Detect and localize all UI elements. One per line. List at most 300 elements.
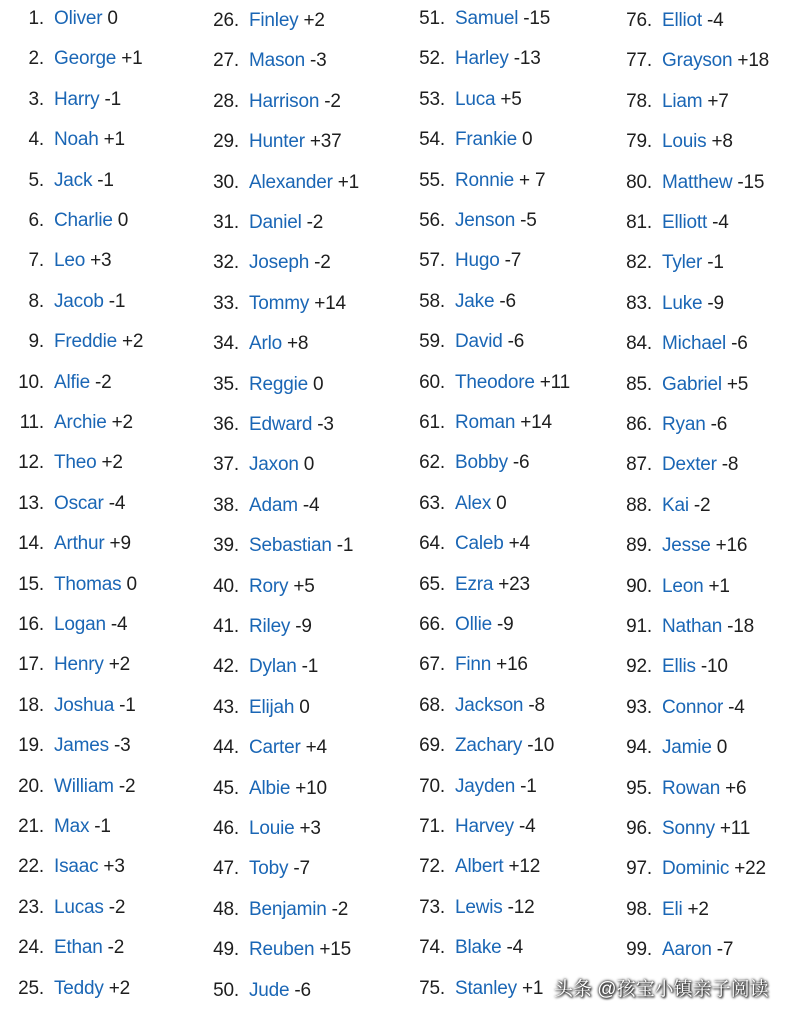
name-entry <box>200 897 348 923</box>
baby-name: Nathan <box>662 616 723 637</box>
rank-number: 39. <box>213 535 239 557</box>
rank-change: -8 <box>528 694 545 716</box>
name-entry <box>0 87 121 113</box>
baby-name: Ezra <box>455 573 494 595</box>
name-entry <box>408 854 540 880</box>
name-entry <box>0 168 114 194</box>
baby-name: George <box>54 48 117 70</box>
name-entry <box>618 816 750 842</box>
baby-name: Jenson <box>455 210 516 231</box>
baby-name: Mason <box>249 50 306 72</box>
rank-change: +1 <box>521 977 544 999</box>
rank-change: +5 <box>293 575 315 597</box>
name-entry <box>200 170 359 196</box>
rank-change: +1 <box>337 171 360 193</box>
baby-name: Albert <box>455 856 504 878</box>
name-entry <box>618 493 710 519</box>
rank-change: +1 <box>103 129 125 151</box>
name-entry <box>0 693 136 719</box>
rank-change: +3 <box>299 818 321 839</box>
rank-change: 0 <box>303 454 315 476</box>
baby-name: Jaxon <box>249 454 299 476</box>
rank-number: 76. <box>626 10 652 31</box>
name-entry <box>618 452 738 478</box>
rank-change: +8 <box>711 131 733 153</box>
name-entry <box>200 493 319 519</box>
name-entry <box>0 572 137 598</box>
rank-number: 87. <box>626 454 652 476</box>
baby-name: William <box>54 775 114 797</box>
name-entry <box>618 695 745 721</box>
rank-number: 10. <box>18 371 44 393</box>
baby-name: Luke <box>662 292 703 314</box>
rank-change: -2 <box>306 212 324 233</box>
baby-name: Adam <box>249 494 298 516</box>
rank-number: 46. <box>213 818 239 839</box>
rank-change: -1 <box>108 290 126 312</box>
baby-name: Ollie <box>455 614 493 635</box>
rank-number: 22. <box>18 856 44 878</box>
rank-change: -2 <box>118 775 136 797</box>
name-entry <box>200 89 341 115</box>
baby-name: Riley <box>249 616 291 637</box>
name-entry <box>0 652 130 678</box>
baby-name: James <box>54 735 109 757</box>
rank-number: 11. <box>19 412 44 433</box>
baby-name: Samuel <box>455 8 519 29</box>
name-entry <box>0 6 118 32</box>
name-entry <box>408 976 543 1002</box>
rank-change: + 7 <box>519 169 546 191</box>
rank-change: 0 <box>496 492 507 514</box>
baby-name: Freddie <box>54 331 118 353</box>
name-entry <box>0 410 133 436</box>
name-entry <box>0 935 124 961</box>
rank-change: +4 <box>305 737 327 759</box>
name-entry <box>0 289 125 315</box>
rank-number: 19. <box>18 735 44 757</box>
baby-name: Rowan <box>662 777 721 799</box>
rank-change: +14 <box>314 292 346 314</box>
rank-number: 92. <box>626 656 652 678</box>
rank-number: 61. <box>419 412 445 433</box>
rank-number: 7. <box>28 250 44 272</box>
baby-name: Jesse <box>662 535 711 557</box>
rank-number: 2. <box>28 48 44 70</box>
name-entry <box>408 895 534 921</box>
rank-change: -9 <box>295 616 312 637</box>
name-entry <box>408 46 541 72</box>
rank-change: -4 <box>108 492 126 514</box>
rank-change: 0 <box>299 696 310 718</box>
rank-number: 65. <box>419 573 445 595</box>
rank-number: 50. <box>213 979 239 1001</box>
rank-change: +22 <box>734 858 766 880</box>
rank-number: 45. <box>213 777 239 799</box>
baby-name: Jake <box>455 290 495 312</box>
name-entry <box>618 291 724 317</box>
name-entry <box>200 735 327 761</box>
rank-number: 68. <box>419 694 445 716</box>
name-entry <box>0 127 125 153</box>
baby-name: Caleb <box>455 533 504 555</box>
rank-number: 63. <box>419 492 445 514</box>
name-entry <box>408 935 523 961</box>
rank-change: +18 <box>737 50 770 72</box>
rank-change: -4 <box>518 816 536 837</box>
name-entry <box>408 168 545 194</box>
rank-number: 48. <box>213 898 239 920</box>
rank-number: 35. <box>213 373 239 395</box>
baby-name: Finley <box>249 10 299 31</box>
rank-change: +3 <box>90 250 112 272</box>
name-entry <box>618 210 729 236</box>
name-entry <box>408 612 514 638</box>
name-entry <box>200 978 311 1004</box>
name-entry <box>408 410 552 436</box>
rank-change: -4 <box>506 937 524 959</box>
name-entry <box>618 250 724 276</box>
name-entry <box>618 170 764 196</box>
baby-name: Dominic <box>662 858 730 880</box>
rank-number: 86. <box>626 414 652 435</box>
baby-name: Tyler <box>662 252 703 274</box>
baby-name: Leo <box>54 250 86 272</box>
rank-change: 0 <box>521 129 533 151</box>
baby-name: Jacob <box>54 290 104 312</box>
baby-name: Max <box>54 816 90 837</box>
baby-name: Joshua <box>54 694 115 716</box>
rank-number: 97. <box>626 858 652 880</box>
baby-name: Jack <box>54 169 93 191</box>
baby-name: Zachary <box>455 735 523 757</box>
rank-change: -1 <box>94 816 111 837</box>
rank-change: -7 <box>504 250 522 272</box>
baby-name: Elliot <box>662 10 702 31</box>
name-entry <box>0 895 125 921</box>
rank-change: -15 <box>523 8 551 29</box>
baby-name: Joseph <box>249 252 310 274</box>
baby-name: Luca <box>455 88 496 110</box>
name-entry <box>618 8 723 34</box>
rank-change: +5 <box>726 373 749 395</box>
name-entry <box>200 695 310 721</box>
rank-change: +1 <box>121 48 143 70</box>
baby-name: Edward <box>249 414 313 435</box>
baby-name: Lucas <box>54 896 104 918</box>
baby-name: Alfie <box>54 371 90 393</box>
baby-name: Thomas <box>54 573 122 595</box>
baby-name: Ronnie <box>455 169 515 191</box>
rank-number: 17. <box>18 654 44 676</box>
baby-name: Teddy <box>54 977 104 999</box>
name-entry <box>0 774 135 800</box>
rank-number: 81. <box>626 212 652 233</box>
rank-number: 20. <box>18 775 44 797</box>
name-entry <box>200 816 321 842</box>
name-entry <box>618 937 733 963</box>
rank-change: +16 <box>715 535 748 557</box>
baby-name: Harry <box>54 88 100 110</box>
name-entry <box>200 250 331 276</box>
rank-number: 90. <box>626 575 652 597</box>
rank-number: 69. <box>419 735 445 757</box>
rank-number: 77. <box>626 50 652 72</box>
baby-name: Noah <box>54 129 99 151</box>
rank-change: +2 <box>303 10 325 31</box>
rank-change: +7 <box>707 90 729 112</box>
rank-number: 93. <box>626 696 652 718</box>
rank-change: -9 <box>497 614 514 635</box>
baby-name: Matthew <box>662 171 733 193</box>
baby-name: Louie <box>249 818 295 839</box>
rank-number: 73. <box>419 896 445 918</box>
name-entry <box>618 735 727 761</box>
rank-number: 56. <box>419 210 445 231</box>
rank-number: 30. <box>213 171 239 193</box>
name-entry <box>0 976 130 1002</box>
rank-change: -6 <box>507 331 525 353</box>
baby-name: Jude <box>249 979 290 1001</box>
baby-name: Sebastian <box>249 535 332 557</box>
baby-name: Reuben <box>249 939 315 961</box>
name-entry <box>200 48 327 74</box>
rank-number: 96. <box>626 818 652 839</box>
rank-number: 38. <box>213 494 239 516</box>
rank-number: 78. <box>626 90 652 112</box>
name-entry <box>618 654 728 680</box>
baby-name: Michael <box>662 333 727 355</box>
rank-change: -2 <box>324 90 341 112</box>
rank-number: 3. <box>28 88 44 110</box>
rank-number: 70. <box>419 775 445 797</box>
rank-change: -4 <box>728 696 745 718</box>
rank-change: +8 <box>287 333 309 355</box>
name-entry <box>200 574 315 600</box>
baby-name: Gabriel <box>662 373 722 395</box>
rank-number: 95. <box>626 777 652 799</box>
baby-name: Isaac <box>54 856 99 878</box>
rank-number: 98. <box>626 898 652 920</box>
name-entry <box>408 652 528 678</box>
rank-number: 4. <box>28 129 44 151</box>
rank-number: 99. <box>626 939 652 961</box>
name-entry <box>408 87 522 113</box>
name-entry <box>200 372 323 398</box>
rank-change: -2 <box>108 896 126 918</box>
name-entry <box>408 370 570 396</box>
baby-name: Daniel <box>249 212 302 233</box>
rank-change: 0 <box>313 373 324 395</box>
rank-number: 42. <box>213 656 239 678</box>
rank-number: 67. <box>419 654 445 676</box>
rank-change: -3 <box>310 50 327 72</box>
rank-change: +23 <box>498 573 530 595</box>
rank-change: -4 <box>110 614 128 635</box>
baby-name: Elijah <box>249 696 295 718</box>
name-entry <box>200 654 318 680</box>
rank-change: 0 <box>716 737 728 759</box>
rank-number: 14. <box>18 533 44 555</box>
name-entry <box>408 248 521 274</box>
rank-number: 40. <box>213 575 239 597</box>
baby-name: Bobby <box>455 452 508 474</box>
rank-change: -6 <box>512 452 530 474</box>
baby-name: Alex <box>455 492 492 514</box>
rank-change: +1 <box>708 575 730 597</box>
baby-name: Eli <box>662 898 683 920</box>
rank-change: +9 <box>109 533 131 555</box>
rank-number: 58. <box>419 290 445 312</box>
rank-number: 31. <box>213 212 239 233</box>
rank-change: -2 <box>94 371 112 393</box>
rank-number: 91. <box>626 616 652 637</box>
name-entry <box>408 491 507 517</box>
baby-name: Arlo <box>249 333 282 355</box>
baby-name: Blake <box>455 937 502 959</box>
baby-name: Logan <box>54 614 106 635</box>
name-entry <box>618 331 748 357</box>
name-entry <box>200 937 351 963</box>
name-entry <box>0 370 111 396</box>
baby-name: Stanley <box>455 977 517 999</box>
rank-change: +6 <box>725 777 747 799</box>
name-entry <box>618 372 748 398</box>
rank-number: 21. <box>18 816 44 837</box>
rank-change: +15 <box>319 939 351 961</box>
baby-name: Elliott <box>662 212 708 233</box>
name-entry <box>200 8 325 34</box>
baby-name: Harley <box>455 48 509 70</box>
rank-change: -18 <box>727 616 754 637</box>
name-entry <box>618 89 729 115</box>
baby-name: Benjamin <box>249 898 327 920</box>
rank-number: 79. <box>626 131 652 153</box>
rank-change: -1 <box>119 694 136 716</box>
rank-change: -10 <box>700 656 728 678</box>
rank-number: 74. <box>419 937 445 959</box>
rank-change: -1 <box>104 88 121 110</box>
name-entry <box>408 733 554 759</box>
rank-change: +4 <box>508 533 530 555</box>
rank-number: 29. <box>213 131 239 153</box>
baby-name: Connor <box>662 696 724 718</box>
name-entry <box>0 491 125 517</box>
name-entry <box>200 129 341 155</box>
rank-change: +2 <box>122 331 144 353</box>
rank-change: +14 <box>520 412 552 433</box>
rank-number: 49. <box>213 939 239 961</box>
rank-number: 75. <box>419 977 445 999</box>
rank-change: -9 <box>707 292 724 314</box>
rank-number: 33. <box>213 292 239 314</box>
baby-name: Archie <box>54 412 107 433</box>
baby-name: Charlie <box>54 210 113 231</box>
rank-change: +2 <box>101 452 123 474</box>
baby-name: Ellis <box>662 656 696 678</box>
name-entry <box>200 210 323 236</box>
baby-name: Lewis <box>455 896 503 918</box>
rank-change: +2 <box>111 412 133 433</box>
rank-change: 0 <box>126 573 137 595</box>
rank-change: -7 <box>293 858 310 880</box>
name-entry <box>0 854 125 880</box>
rank-change: +11 <box>539 371 570 393</box>
name-entry <box>0 329 143 355</box>
baby-name: Ryan <box>662 414 706 435</box>
name-entry <box>0 814 111 840</box>
name-entry <box>408 329 524 355</box>
baby-name: Hunter <box>249 131 305 153</box>
rank-number: 47. <box>213 858 239 880</box>
rank-change: -1 <box>97 169 114 191</box>
rank-change: -13 <box>513 48 541 70</box>
name-entry <box>618 776 746 802</box>
rank-number: 24. <box>18 937 44 959</box>
rank-number: 32. <box>213 252 239 274</box>
rank-change: +12 <box>508 856 541 878</box>
baby-name: Sonny <box>662 818 715 839</box>
baby-name: Louis <box>662 131 707 153</box>
name-entry <box>618 48 769 74</box>
rank-number: 71. <box>419 816 445 837</box>
name-entry <box>0 46 142 72</box>
rank-number: 41. <box>213 616 239 637</box>
rank-change: -2 <box>314 252 331 274</box>
baby-name: Aaron <box>662 939 712 961</box>
baby-name: Jayden <box>455 775 516 797</box>
name-entry <box>0 733 130 759</box>
rank-number: 52. <box>419 48 445 70</box>
rank-number: 64. <box>419 533 445 555</box>
baby-name: Jackson <box>455 694 524 716</box>
rank-number: 43. <box>213 696 239 718</box>
name-entry <box>408 531 530 557</box>
rank-number: 37. <box>213 454 239 476</box>
baby-name: Harvey <box>455 816 514 837</box>
baby-name: Oscar <box>54 492 104 514</box>
name-entry <box>408 814 535 840</box>
name-entry <box>618 574 730 600</box>
name-entry <box>618 533 747 559</box>
rank-change: -1 <box>707 252 724 274</box>
rank-number: 44. <box>213 737 239 759</box>
rank-number: 51. <box>419 8 445 29</box>
rank-change: -4 <box>706 10 724 31</box>
baby-name: Kai <box>662 494 689 516</box>
rank-change: -12 <box>507 896 535 918</box>
rank-change: -15 <box>737 171 765 193</box>
rank-change: 0 <box>117 210 129 231</box>
name-entry <box>618 614 754 640</box>
baby-name: Finn <box>455 654 492 676</box>
name-entry <box>0 612 127 638</box>
rank-number: 89. <box>626 535 652 557</box>
baby-name: Ethan <box>54 937 103 959</box>
rank-change: +2 <box>108 977 130 999</box>
rank-change: +16 <box>496 654 528 676</box>
name-entry <box>200 776 327 802</box>
rank-number: 28. <box>213 90 239 112</box>
rank-change: -7 <box>716 939 734 961</box>
rank-change: +2 <box>108 654 130 676</box>
name-entry <box>0 248 111 274</box>
rank-number: 53. <box>419 88 445 110</box>
name-entry <box>200 533 353 559</box>
rank-change: -2 <box>331 898 349 920</box>
rank-number: 13. <box>18 492 44 514</box>
watermark-text: 头条 @孩宝小镇亲子阅读 <box>554 979 769 1000</box>
